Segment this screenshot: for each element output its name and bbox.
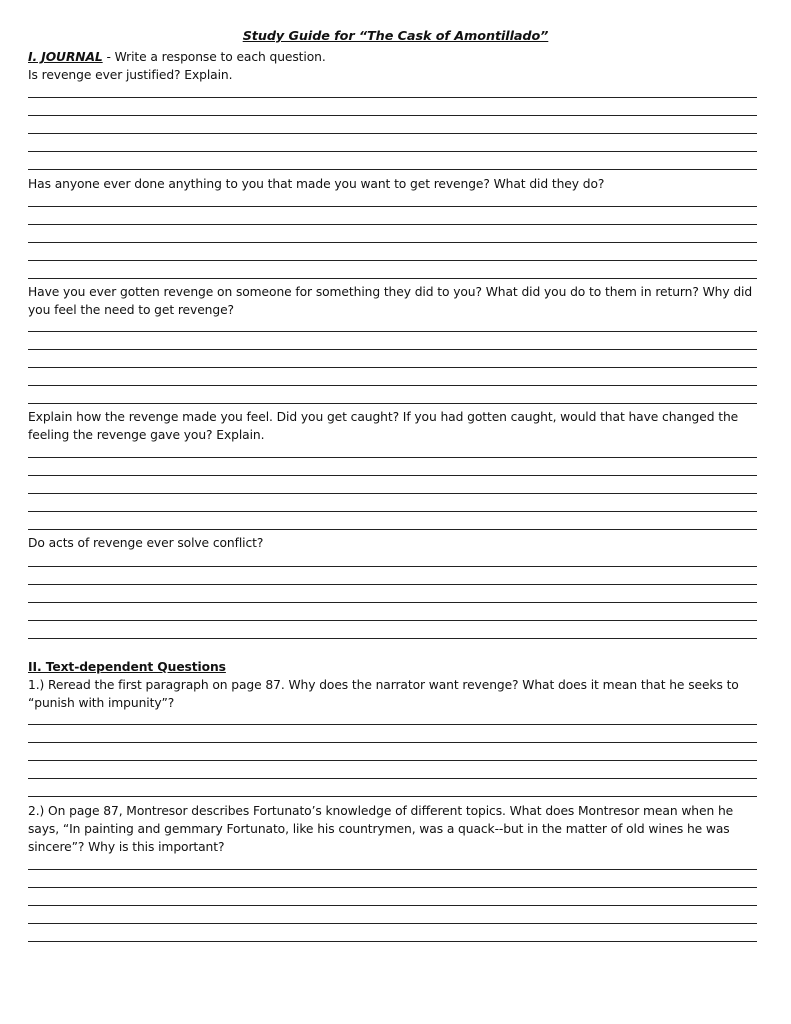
answer-line[interactable] [28, 493, 757, 494]
answer-line[interactable] [28, 584, 757, 585]
answer-line[interactable] [28, 206, 757, 207]
answer-line[interactable] [28, 724, 757, 725]
journal-instruction: - Write a response to each question. [102, 50, 326, 64]
answer-line[interactable] [28, 887, 757, 888]
answer-line[interactable] [28, 941, 757, 942]
answer-line[interactable] [28, 349, 757, 350]
answer-line[interactable] [28, 511, 757, 512]
answer-line[interactable] [28, 97, 757, 98]
answer-line[interactable] [28, 260, 757, 261]
answer-line[interactable] [28, 923, 757, 924]
answer-line[interactable] [28, 620, 757, 621]
answer-line[interactable] [28, 638, 757, 639]
answer-line[interactable] [28, 169, 757, 170]
answer-line[interactable] [28, 242, 757, 243]
answer-line[interactable] [28, 475, 757, 476]
answer-line[interactable] [28, 905, 757, 906]
answer-line[interactable] [28, 278, 757, 279]
answer-line[interactable] [28, 385, 757, 386]
text-dependent-heading: II. Text-dependent Questions [28, 660, 226, 674]
answer-line[interactable] [28, 602, 757, 603]
answer-line[interactable] [28, 778, 757, 779]
journal-label: I. JOURNAL [28, 50, 103, 64]
answer-line[interactable] [28, 367, 757, 368]
answer-line[interactable] [28, 457, 757, 458]
answer-line[interactable] [28, 403, 757, 404]
answer-line[interactable] [28, 796, 757, 797]
answer-line[interactable] [28, 115, 757, 116]
journal-header [28, 48, 760, 66]
answer-line[interactable] [28, 760, 757, 761]
text-question-1: 1.) Reread the first paragraph on page 87. Why does the narrator want revenge? What does it mean that he seeks to “punish with impunity”? [28, 678, 739, 710]
text-question-2: 2.) On page 87, Montresor describes Fortunato’s knowledge of different topics. What does Montresor mean when he says, “In painting and gemmary Fortunato, like his countrymen, was a quack--but in the matter of old wines he was sincere”? Why is this important? [28, 804, 734, 854]
answer-line[interactable] [28, 529, 757, 530]
journal-question-2: Has anyone ever done anything to you that made you want to get revenge? What did they do? [28, 177, 605, 191]
answer-line[interactable] [28, 566, 757, 567]
answer-line[interactable] [28, 869, 757, 870]
answer-line[interactable] [28, 224, 757, 225]
journal-question-1: Is revenge ever justified? Explain. [28, 68, 233, 82]
journal-question-4: Explain how the revenge made you feel. Did you get caught? If you had gotten caught, would that have changed the feeling the revenge gave you? Explain. [28, 410, 739, 442]
answer-line[interactable] [28, 133, 757, 134]
journal-question-3: Have you ever gotten revenge on someone for something they did to you? What did you do to them in return? Why did you feel the need to get revenge? [28, 285, 753, 317]
answer-line[interactable] [28, 742, 757, 743]
answer-line[interactable] [28, 151, 757, 152]
answer-line[interactable] [28, 331, 757, 332]
page-title: Study Guide for “The Cask of Amontillado” [242, 29, 549, 44]
journal-question-5: Do acts of revenge ever solve conflict? [28, 536, 264, 550]
